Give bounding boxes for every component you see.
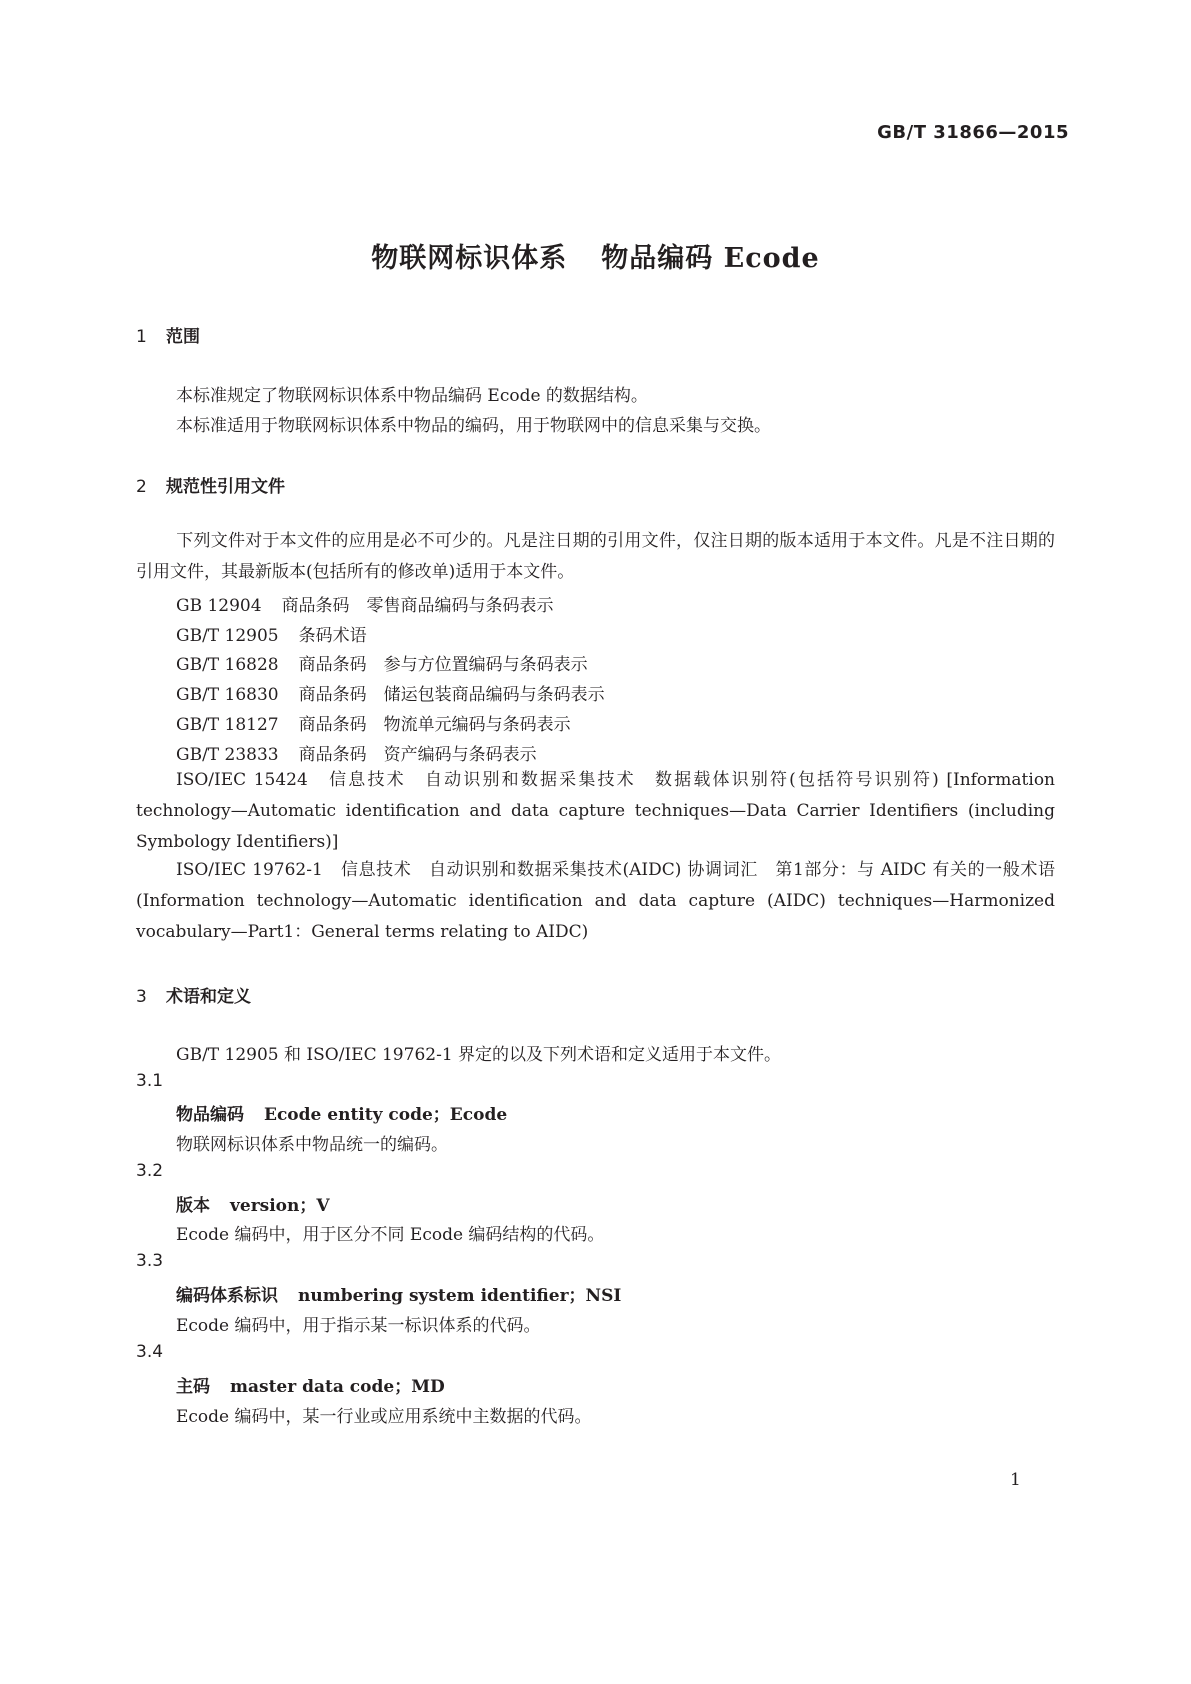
reference-code: GB/T 16830 [176,685,279,705]
term-english: Ecode entity code；Ecode [264,1105,508,1125]
term-number: 3.3 [136,1251,164,1271]
reference-item [176,621,367,646]
reference-item [176,591,554,616]
title-part-1: 物联网标识体系 [371,243,568,274]
reference-code: GB/T 16828 [176,655,279,675]
term-definition: Ecode 编码中，用于区分不同 Ecode 编码结构的代码。 [176,1225,605,1245]
reference-code: GB/T 12905 [176,626,279,646]
standard-number: GB/T 31866—2015 [877,122,1069,143]
paragraph: 本标准适用于物联网标识体系中物品的编码，用于物联网中的信息采集与交换。 [176,416,771,436]
section-number: 3 [136,987,147,1007]
reference-code: GB/T 18127 [176,715,279,735]
term-number: 3.1 [136,1071,164,1091]
page-number: 1 [1010,1470,1021,1490]
reference-item-iso15424 [136,765,1055,858]
reference-title: 商品条码 参与方位置编码与条码表示 [298,655,588,675]
term-definition: Ecode 编码中，某一行业或应用系统中主数据的代码。 [176,1407,592,1427]
term-heading [176,1100,507,1125]
term-definition: 物联网标识体系中物品统一的编码。 [176,1135,448,1155]
reference-item [176,680,605,705]
section-number: 2 [136,477,147,497]
term-number: 3.4 [136,1342,164,1362]
section-title: 范围 [166,327,200,347]
term-definition: Ecode 编码中，用于指示某一标识体系的代码。 [176,1316,541,1336]
term-heading [176,1191,330,1216]
reference-code: GB/T 23833 [176,745,279,765]
reference-title: 条码术语 [298,626,367,646]
reference-item-iso19762 [136,855,1055,948]
term-english: version；V [230,1196,330,1216]
section-title: 术语和定义 [166,987,251,1007]
reference-item [176,710,571,735]
section-2-heading [136,472,285,497]
reference-code: GB 12904 [176,596,262,616]
term-chinese: 版本 [176,1196,210,1216]
reference-item [176,650,588,675]
reference-title: 商品条码 资产编码与条码表示 [298,745,537,765]
section-1-heading [136,322,200,347]
section-3-heading [136,982,251,1007]
term-chinese: 主码 [176,1377,210,1397]
reference-title: 商品条码 零售商品编码与条码表示 [281,596,554,616]
reference-title: 商品条码 储运包装商品编码与条码表示 [298,685,605,705]
term-english: numbering system identifier；NSI [298,1286,622,1306]
term-english: master data code；MD [230,1377,445,1397]
title-part-2: 物品编码 Ecode [601,243,820,274]
section-title: 规范性引用文件 [166,477,285,497]
reference-text: ISO/IEC 19762-1 信息技术 自动识别和数据采集技术(AIDC) 协调词汇 第1部分：与 AIDC 有关的一般术语(Information technology—Automatic identification and data capture (AIDC) techniques—Harmonized vocabulary—Part1：General terms relating to AIDC) [136,860,1055,942]
term-heading [176,1281,621,1306]
document-title [0,236,1191,275]
reference-text: ISO/IEC 15424 信息技术 自动识别和数据采集技术 数据载体识别符(包括符号识别符) [Information technology—Automatic identification and data capture techniques—Data Carrier Identifiers (including Symbology Identifiers)] [136,770,1055,852]
term-number: 3.2 [136,1161,164,1181]
paragraph: GB/T 12905 和 ISO/IEC 19762-1 界定的以及下列术语和定义适用于本文件。 [176,1045,782,1065]
term-chinese: 物品编码 [176,1105,244,1125]
term-heading [176,1372,445,1397]
paragraph-text: 下列文件对于本文件的应用是必不可少的。凡是注日期的引用文件，仅注日期的版本适用于本文件。凡是不注日期的引用文件，其最新版本(包括所有的修改单)适用于本文件。 [136,531,1055,582]
paragraph: 本标准规定了物联网标识体系中物品编码 Ecode 的数据结构。 [176,386,648,406]
reference-item [176,740,537,765]
reference-title: 商品条码 物流单元编码与条码表示 [298,715,571,735]
paragraph [136,526,1055,588]
term-chinese: 编码体系标识 [176,1286,278,1306]
section-number: 1 [136,327,147,347]
